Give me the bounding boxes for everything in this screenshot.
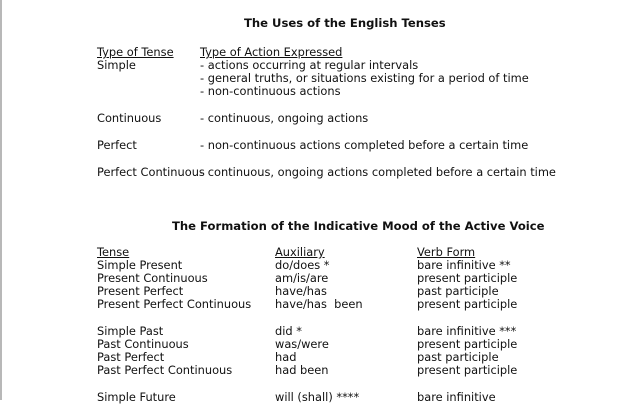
header-type-of-action: Type of Action Expressed — [200, 45, 343, 59]
formation-tense: Present Perfect Continuous — [97, 297, 252, 311]
uses-action-line: - general truths, or situations existing for a period of time — [200, 71, 529, 85]
uses-action-line: - non-continuous actions — [200, 84, 341, 98]
formation-tense: Past Perfect Continuous — [97, 363, 233, 377]
formation-tense: Simple Present — [97, 258, 183, 272]
uses-tense-continuous: Continuous — [97, 111, 162, 125]
formation-verb: present participle — [417, 297, 518, 311]
page-edge — [0, 0, 2, 400]
formation-tense: Simple Future — [97, 390, 176, 404]
header-tense: Tense — [97, 245, 130, 259]
formation-verb: past participle — [417, 350, 499, 364]
formation-aux: do/does * — [275, 258, 330, 272]
formation-tense: Past Perfect — [97, 350, 165, 364]
formation-aux: had been — [275, 363, 329, 377]
formation-verb: bare infinitive — [417, 390, 496, 404]
uses-action-line: - actions occurring at regular intervals — [200, 58, 419, 72]
formation-verb: bare infinitive *** — [417, 324, 517, 338]
uses-tense-perfect: Perfect — [97, 138, 137, 152]
document-title: The Uses of the English Tenses — [244, 16, 446, 30]
formation-tense: Simple Past — [97, 324, 164, 338]
uses-action-line: - continuous, ongoing actions completed before a certain time — [200, 165, 556, 179]
formation-aux: am/is/are — [275, 271, 329, 285]
formation-aux: was/were — [275, 337, 329, 351]
uses-tense-simple: Simple — [97, 58, 136, 72]
header-auxiliary: Auxiliary — [275, 245, 325, 259]
uses-tense-perfect-continuous: Perfect Continuous — [97, 165, 205, 179]
formation-aux: have/has — [275, 284, 327, 298]
formation-verb: present participle — [417, 337, 518, 351]
formation-tense: Past Continuous — [97, 337, 189, 351]
formation-aux: did * — [275, 324, 302, 338]
formation-verb: past participle — [417, 284, 499, 298]
header-verb-form: Verb Form — [417, 245, 476, 259]
formation-aux: have/has been — [275, 297, 363, 311]
header-type-of-tense: Type of Tense — [97, 45, 174, 59]
formation-verb: bare infinitive ** — [417, 258, 511, 272]
formation-verb: present participle — [417, 363, 518, 377]
section-title: The Formation of the Indicative Mood of the Active Voice — [172, 219, 545, 233]
formation-tense: Present Continuous — [97, 271, 208, 285]
uses-action-line: - non-continuous actions completed before a certain time — [200, 138, 529, 152]
formation-aux: will (shall) **** — [275, 390, 360, 404]
formation-tense: Present Perfect — [97, 284, 184, 298]
formation-aux: had — [275, 350, 297, 364]
formation-verb: present participle — [417, 271, 518, 285]
uses-action-line: - continuous, ongoing actions — [200, 111, 369, 125]
